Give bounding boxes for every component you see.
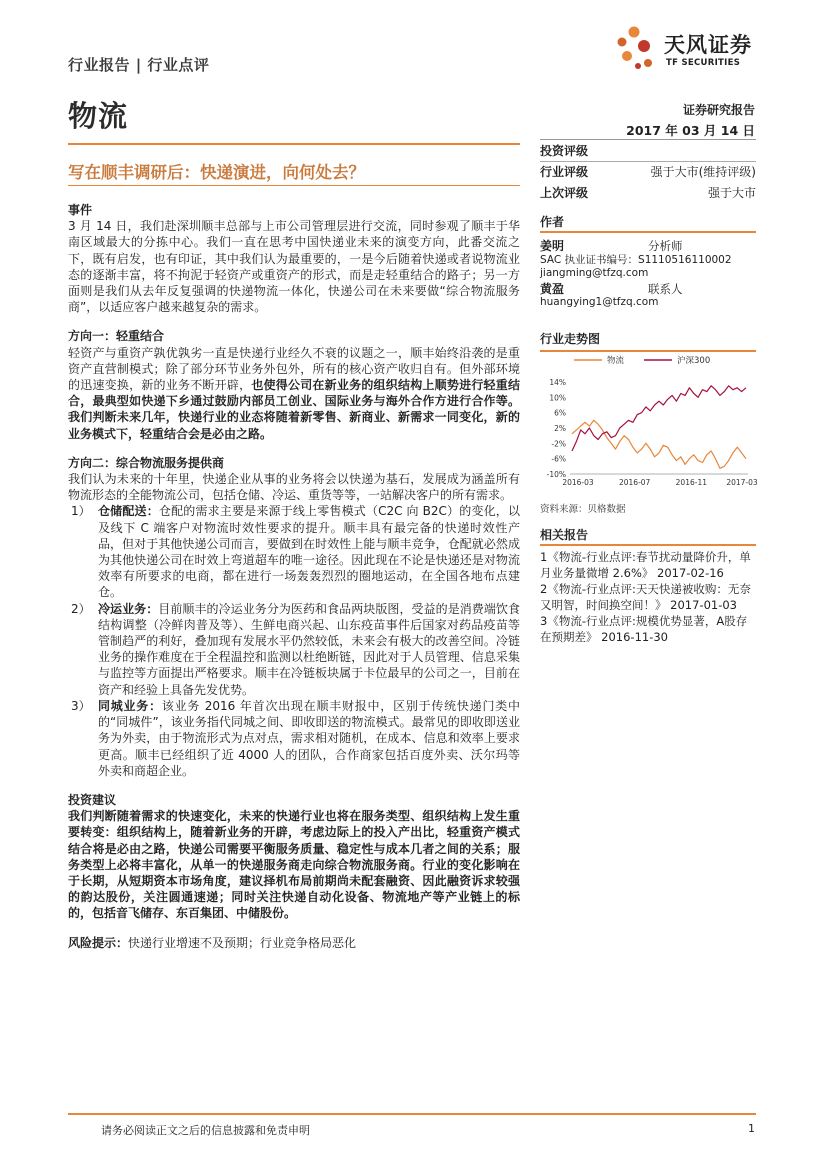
related-report-date: 2016-11-30 [601, 630, 668, 644]
logo-dot [644, 59, 652, 67]
related-report-link[interactable] [540, 581, 756, 613]
industry-rating-value: 强于大市(维持评级) [650, 165, 756, 179]
list-body [98, 698, 520, 779]
headline-divider [68, 185, 520, 186]
list-label: 同城业务： [98, 698, 162, 713]
report-date: 2017 年 03 月 14 日 [626, 123, 755, 138]
related-report-link[interactable] [540, 613, 756, 645]
related-report-title[interactable]: 2《物流-行业点评:天天快递被收购：无奈又明智，时间换空间！》 [540, 582, 751, 612]
logo-dot [635, 63, 641, 69]
y-tick-label: -2% [551, 439, 566, 449]
author-email[interactable]: jiangming@tfzq.com [540, 267, 649, 279]
x-tick-label: 2017-03 [726, 478, 758, 487]
logo-dot [618, 38, 627, 47]
list-number: 2） [71, 601, 91, 616]
risk-paragraph [68, 935, 520, 951]
event-heading: 事件 [68, 203, 93, 217]
related-title: 相关报告 [540, 528, 589, 542]
logo-dot [638, 40, 650, 52]
list-item [68, 601, 520, 698]
logo-dot [629, 27, 640, 38]
previous-rating-row [540, 183, 756, 204]
list-text: 目前顺丰的冷运业务分为医药和食品两块版图，受益的是消费端饮食结构调整（冷鲜肉普及等）、生鲜电商兴起、山东疫苗事件后国家对药品疫苗等管制趋严的利好，叠加现有发展水平仍然较低，未来会有极大的改善空间。冷链业务的操作难度在于全程温控和监测以杜绝断链，因此对于人员管理、信息采集与监控等方面提出严格要求。顺丰在冷链板块属于卡位最早的公司之一，目前在资产和经验上具备先发优势。 [98, 601, 520, 697]
list-item [68, 698, 520, 779]
footer-divider [68, 1113, 756, 1115]
list-item [68, 503, 520, 600]
investment-paragraph: 我们判断随着需求的快速变化，未来的快递行业也将在服务类型、组织结构上发生重要转变：组织结构上，随着新业务的开辟，考虑边际上的投入产出比，轻重资产模式结合将是必由之路，快递公司需要平衡服务质量、稳定性与成本几者之间的关系；服务类型上必将丰富化，从单一的快递服务商走向综合物流服务商。行业的变化影响在于长期，从短期资本市场角度，建议择机布局前期尚未配套融资、因此融资诉求较强的韵达股份，关注圆通速递；同时关注快递自动化设备、物流地产等产业链上的标的，包括音飞储存、东百集团、中储股份。 [68, 809, 520, 921]
authors-block [540, 213, 756, 310]
legend-label: 沪深300 [677, 356, 711, 366]
author-name: 姜明 [540, 239, 565, 253]
authors-divider [540, 231, 756, 233]
direction-one-paragraph [68, 345, 520, 442]
investment-heading: 投资建议 [68, 792, 117, 807]
list-text: 该业务 2016 年首次出现在顺丰财报中，区别于传统快递门类中的“同城件”，该业务指代同城之间、即收即送的物流模式。最常见的即收即送业务为外卖，由于物流形式为点对点，需求相对随机，在成本、信息和效率上要求更高。顺丰已经组织了近 4000 人的团队，合作商家包括百度外卖、沃尔玛等外卖和商超企业。 [98, 698, 520, 778]
list-body [98, 503, 520, 600]
y-tick-label: 10% [549, 393, 566, 403]
rating-title: 投资评级 [540, 144, 589, 158]
y-tick-label: 6% [554, 408, 566, 418]
list-body [98, 601, 520, 698]
list-label: 冷运业务： [98, 601, 159, 616]
rating-block [540, 141, 756, 204]
previous-rating-label: 上次评级 [540, 186, 589, 200]
footer-disclaimer: 请务必阅读正文之后的信息披露和免责申明 [101, 1124, 310, 1137]
author-row [540, 240, 756, 254]
sidebar-top-divider [540, 139, 756, 140]
headline: 写在顺丰调研后：快递演进，向何处去？ [68, 163, 365, 182]
author-row [540, 283, 756, 297]
logo-dot [622, 51, 632, 61]
related-divider [540, 544, 756, 546]
related-report-title[interactable]: 3《物流-行业点评:规模优势显著，A股存在预期差》 [540, 614, 748, 644]
logo-text-en: TF SECURITIES [666, 58, 741, 68]
y-tick-label: 2% [554, 424, 566, 433]
x-tick-label: 2016-03 [562, 478, 594, 487]
x-tick-label: 2016-07 [618, 478, 651, 487]
author-role: 联系人 [648, 281, 683, 296]
legend-label: 物流 [607, 356, 625, 366]
author-role: 分析师 [648, 239, 683, 253]
authors-title: 作者 [540, 215, 565, 229]
related-report-date: 2017-02-16 [657, 566, 724, 580]
series-line [572, 420, 746, 468]
risk-label: 风险提示： [68, 935, 129, 950]
main-content [68, 202, 520, 951]
logo-text-cn: 天风证券 [664, 33, 752, 57]
series-line [572, 386, 746, 451]
related-reports [540, 527, 756, 645]
previous-rating-value: 强于大市 [707, 186, 756, 200]
author-license: SAC 执业证书编号：S1110516110002 [540, 253, 732, 266]
related-report-title[interactable]: 1《物流-行业点评:春节扰动量降价升，单月业务量微增 2.6%》 [540, 550, 751, 580]
report-type: 证券研究报告 [682, 103, 755, 117]
direction-one-text: 轻资产与重资产孰优孰劣一直是快递行业经久不衰的议题之一，顺丰始终沿袭的是重资产直营制模式；除了部分环节业务外包外，所有的核心资产收归自有。但外部环境的迅速变换，新的业务不断开辟， [68, 345, 520, 393]
header-divider [68, 143, 520, 145]
chart-title: 行业走势图 [540, 332, 601, 346]
chart-source: 资料来源：贝格数据 [540, 504, 626, 515]
related-report-date: 2017-01-03 [670, 598, 737, 612]
related-report-link[interactable] [540, 549, 756, 581]
direction-one-highlight: 也使得公司在新业务的组织结构上顺势进行轻重结合，最典型如快递下乡通过鼓励内部员工创业、国际业务与海外合作方进行合作等。我们判断未来几年，快递行业的业态将随着新零售、新商业、新需求一同变化，新的业务模式下，轻重结合会是必由之路。 [68, 378, 520, 441]
author-email[interactable]: huangying1@tfzq.com [540, 296, 659, 308]
y-tick-label: 14% [549, 378, 566, 387]
list-text: 仓配的需求主要是来源于线上零售模式（C2C 向 B2C）的变化，以及线下 C 端客户对物流时效性要求的提升。顺丰具有最完备的快递时效性产品，但对于其他快递公司而言，要做到在时效性上能与顺丰竞争，仓配就必然成为其他快递公司在时效上弯道超车的唯一途径。因此现在不论是快递还是对物流效率有所要求的电商，都在进行一场轰轰烈烈的圈地运动，在全国各地布点建仓。 [98, 504, 520, 600]
trend-chart [540, 348, 760, 496]
list-number: 3） [71, 698, 91, 713]
list-number: 1） [71, 504, 91, 519]
event-paragraph: 3 月 14 日，我们赴深圳顺丰总部与上市公司管理层进行交流，同时参观了顺丰于华南区域最大的分拣中心。我们一直在思考中国快递业未来的演变方向，此番交流之下，既有启发，也有印证，其中我们认为最重要的，一是今后随着快递或者说物流业态的逐渐丰富，将不拘泥于轻资产或重资产的形式，而是走轻重结合的路子；另一方面则是我们从去年反复强调的快递物流一体化，快递公司在未来要做“综合物流服务商”，以适应客户越来越复杂的需求。 [68, 219, 520, 315]
x-tick-label: 2016-11 [675, 478, 708, 487]
risk-text: 快递行业增速不及预期；行业竞争格局恶化 [128, 935, 357, 950]
page-number: 1 [748, 1122, 755, 1135]
list-label: 仓储配送： [98, 504, 159, 519]
direction-two-heading: 方向二：综合物流服务提供商 [68, 455, 225, 470]
page-title: 物流 [68, 99, 129, 133]
industry-rating-label: 行业评级 [540, 165, 589, 179]
direction-one-heading: 方向一：轻重结合 [68, 329, 165, 344]
y-tick-label: -6% [551, 454, 566, 464]
y-tick-label: -10% [546, 470, 566, 479]
direction-two-paragraph: 我们认为未来的十年里，快递企业从事的业务将会以快递为基石，发展成为涵盖所有物流形态的全能物流公司，包括仓储、冷运、重货等等，一站解决客户的所有需求。 [68, 472, 520, 503]
author-name: 黄盈 [540, 281, 565, 296]
industry-rating-row [540, 162, 756, 183]
breadcrumb: 行业报告 | 行业点评 [68, 56, 210, 74]
